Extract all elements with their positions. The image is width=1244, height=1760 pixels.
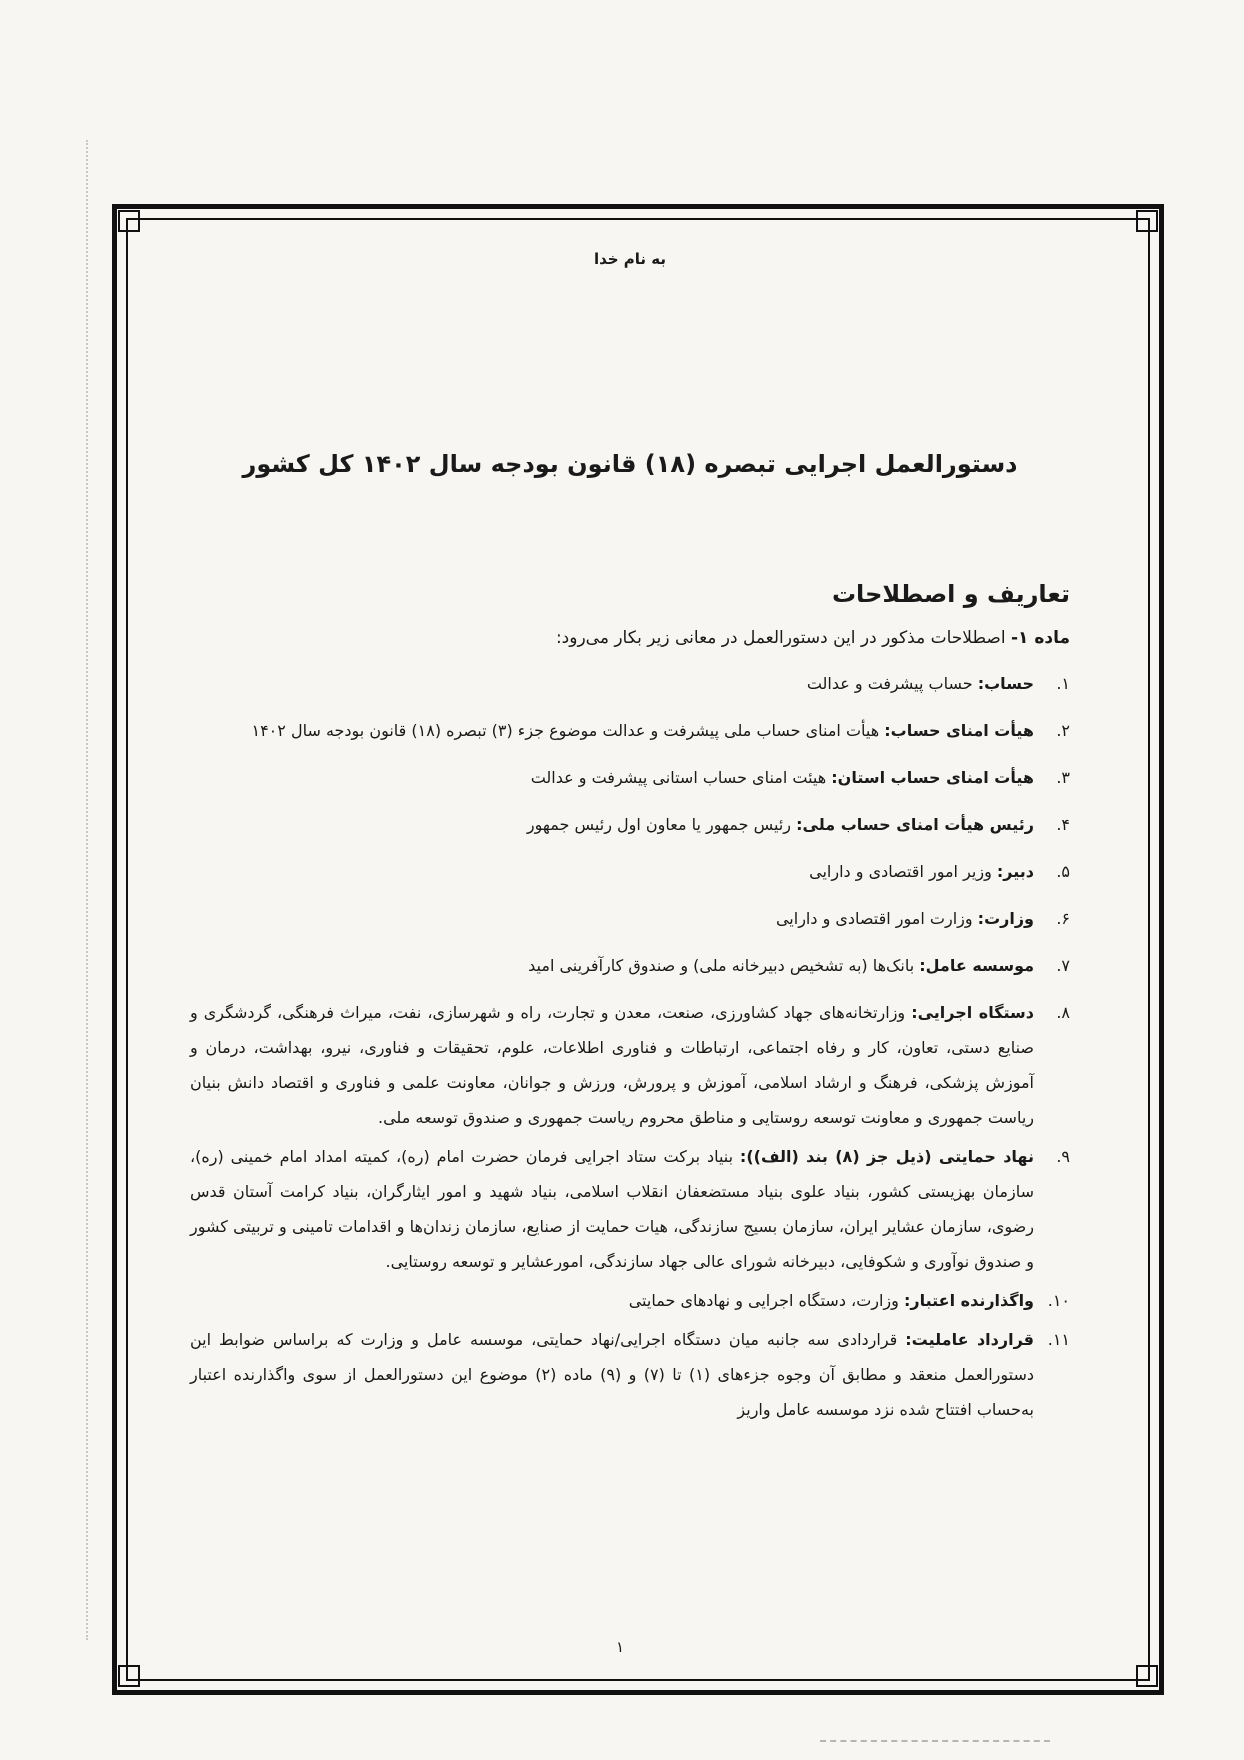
invocation-text: به نام خدا	[593, 250, 667, 268]
scan-margin-marks	[86, 140, 98, 1640]
definition-term: دستگاه اجرایی:	[911, 1003, 1034, 1022]
document-body	[190, 250, 1070, 1431]
page-number: ۱	[615, 1638, 625, 1656]
article-text: اصطلاحات مذکور در این دستورالعمل در معانی زیر بکار می‌رود:	[555, 628, 1011, 648]
definition-item	[190, 666, 1070, 701]
definition-text: بانک‌ها (به تشخیص دبیرخانه ملی) و صندوق کارآفرینی امید	[528, 956, 920, 975]
definition-term: نهاد حمایتی (ذیل جز (۸) بند (الف)):	[739, 1147, 1034, 1166]
definition-text: وزیر امور اقتصادی و دارایی	[809, 862, 997, 881]
definition-item	[190, 854, 1070, 889]
definition-term: هیأت امنای حساب استان:	[831, 768, 1034, 787]
definition-item	[190, 760, 1070, 795]
border-corner-ornament	[1136, 1665, 1158, 1687]
border-corner-ornament	[118, 1665, 140, 1687]
definition-text: هیئت امنای حساب استانی پیشرفت و عدالت	[530, 768, 832, 787]
definition-item	[190, 1283, 1070, 1318]
definition-term: هیأت امنای حساب:	[884, 721, 1034, 740]
document-title: دستورالعمل اجرایی تبصره (۱۸) قانون بودجه سال ۱۴۰۲ کل کشور	[242, 450, 1018, 478]
definition-text: وزارت، دستگاه اجرایی و نهادهای حمایتی	[628, 1291, 904, 1310]
border-corner-ornament	[118, 210, 140, 232]
definition-text: حساب پیشرفت و عدالت	[806, 674, 978, 693]
definition-term: حساب:	[977, 674, 1034, 693]
definition-text: وزارتخانه‌های جهاد کشاورزی، صنعت، معدن و تجارت، راه و شهرسازی، نفت، میراث فرهنگی، گردشگری و صنایع دستی، تعاون، کار و رفاه اجتماعی، ارتباطات و فناوری اطلاعات، علوم، تحقیقات و فناوری، نیرو، بهداشت، درمان و آموزش پزشکی، فرهنگ و ارشاد اسلامی، آموزش و پرورش، ورزش و جوانان، معاونت علمی و فناوری و اقتصاد دانش بنیان ریاست جمهوری و معاونت توسعه روستایی و مناطق محروم ریاست جمهوری و صندوق توسعه ملی.	[190, 1003, 1034, 1127]
definition-term: قرارداد عاملیت:	[905, 1330, 1034, 1349]
definition-term: دبیر:	[996, 862, 1034, 881]
definition-number: ۳.	[1056, 768, 1070, 787]
definition-item	[190, 995, 1070, 1135]
definitions-list	[190, 666, 1070, 1427]
section-heading: تعاریف و اصطلاحات	[831, 580, 1070, 608]
definition-text: هیأت امنای حساب ملی پیشرفت و عدالت موضوع جزء (۳) تبصره (۱۸) قانون بودجه سال ۱۴۰۲	[251, 721, 885, 740]
definition-number: ۸.	[1056, 1003, 1070, 1022]
definition-number: ۷.	[1056, 956, 1070, 975]
border-corner-ornament	[1136, 210, 1158, 232]
definition-number: ۱۰.	[1047, 1291, 1070, 1310]
article-1	[190, 628, 1070, 648]
article-label: ماده ۱-	[1010, 628, 1070, 648]
definition-number: ۱۱.	[1047, 1330, 1070, 1349]
definition-text: قراردادی سه جانبه میان دستگاه اجرایی/نهاد حمایتی، موسسه عامل و وزارت که براساس ضوابط این دستورالعمل منعقد و مطابق آن وجوه جزء‌های (۱) تا (۷) و (۹) ماده (۲) موضوع این دستورالعمل از سوی واگذارنده اعتبار به‌حساب افتتاح شده نزد موسسه عامل واریز	[190, 1330, 1035, 1419]
definition-item	[190, 901, 1070, 936]
definition-item	[190, 1139, 1070, 1279]
definition-number: ۹.	[1056, 1147, 1070, 1166]
definition-term: موسسه عامل:	[919, 956, 1034, 975]
definition-number: ۶.	[1056, 909, 1070, 928]
definition-item	[190, 948, 1070, 983]
scan-footer-marks	[820, 1740, 1050, 1742]
definition-number: ۱.	[1056, 674, 1070, 693]
definition-term: رئیس هیأت امنای حساب ملی:	[796, 815, 1034, 834]
definition-number: ۲.	[1056, 721, 1070, 740]
definition-item	[190, 1322, 1070, 1427]
definition-text: وزارت امور اقتصادی و دارایی	[775, 909, 978, 928]
definition-item	[190, 713, 1070, 748]
definition-number: ۴.	[1056, 815, 1070, 834]
definition-term: وزارت:	[977, 909, 1034, 928]
definition-number: ۵.	[1056, 862, 1070, 881]
definition-text: رئیس جمهور یا معاون اول رئیس جمهور	[526, 815, 797, 834]
definition-term: واگذارنده اعتبار:	[903, 1291, 1034, 1310]
definition-item	[190, 807, 1070, 842]
definition-text: بنیاد برکت ستاد اجرایی فرمان حضرت امام (ره)، کمیته امداد امام خمینی (ره)، سازمان بهزیستی کشور، بنیاد علوی بنیاد مستضعفان انقلاب اسلامی، بنیاد شهید و امور ایثارگران، بنیاد کرامت آستان قدس رضوی، سازمان عشایر ایران، سازمان بسیج سازندگی، هیات حمایت از صنایع، سازمان زندان‌ها و اقدامات تامینی و تربیتی کشور و صندوق نوآوری و شکوفایی، دبیرخانه شورای عالی جهاد سازندگی، امورعشایر و توسعه روستایی.	[190, 1147, 1034, 1271]
